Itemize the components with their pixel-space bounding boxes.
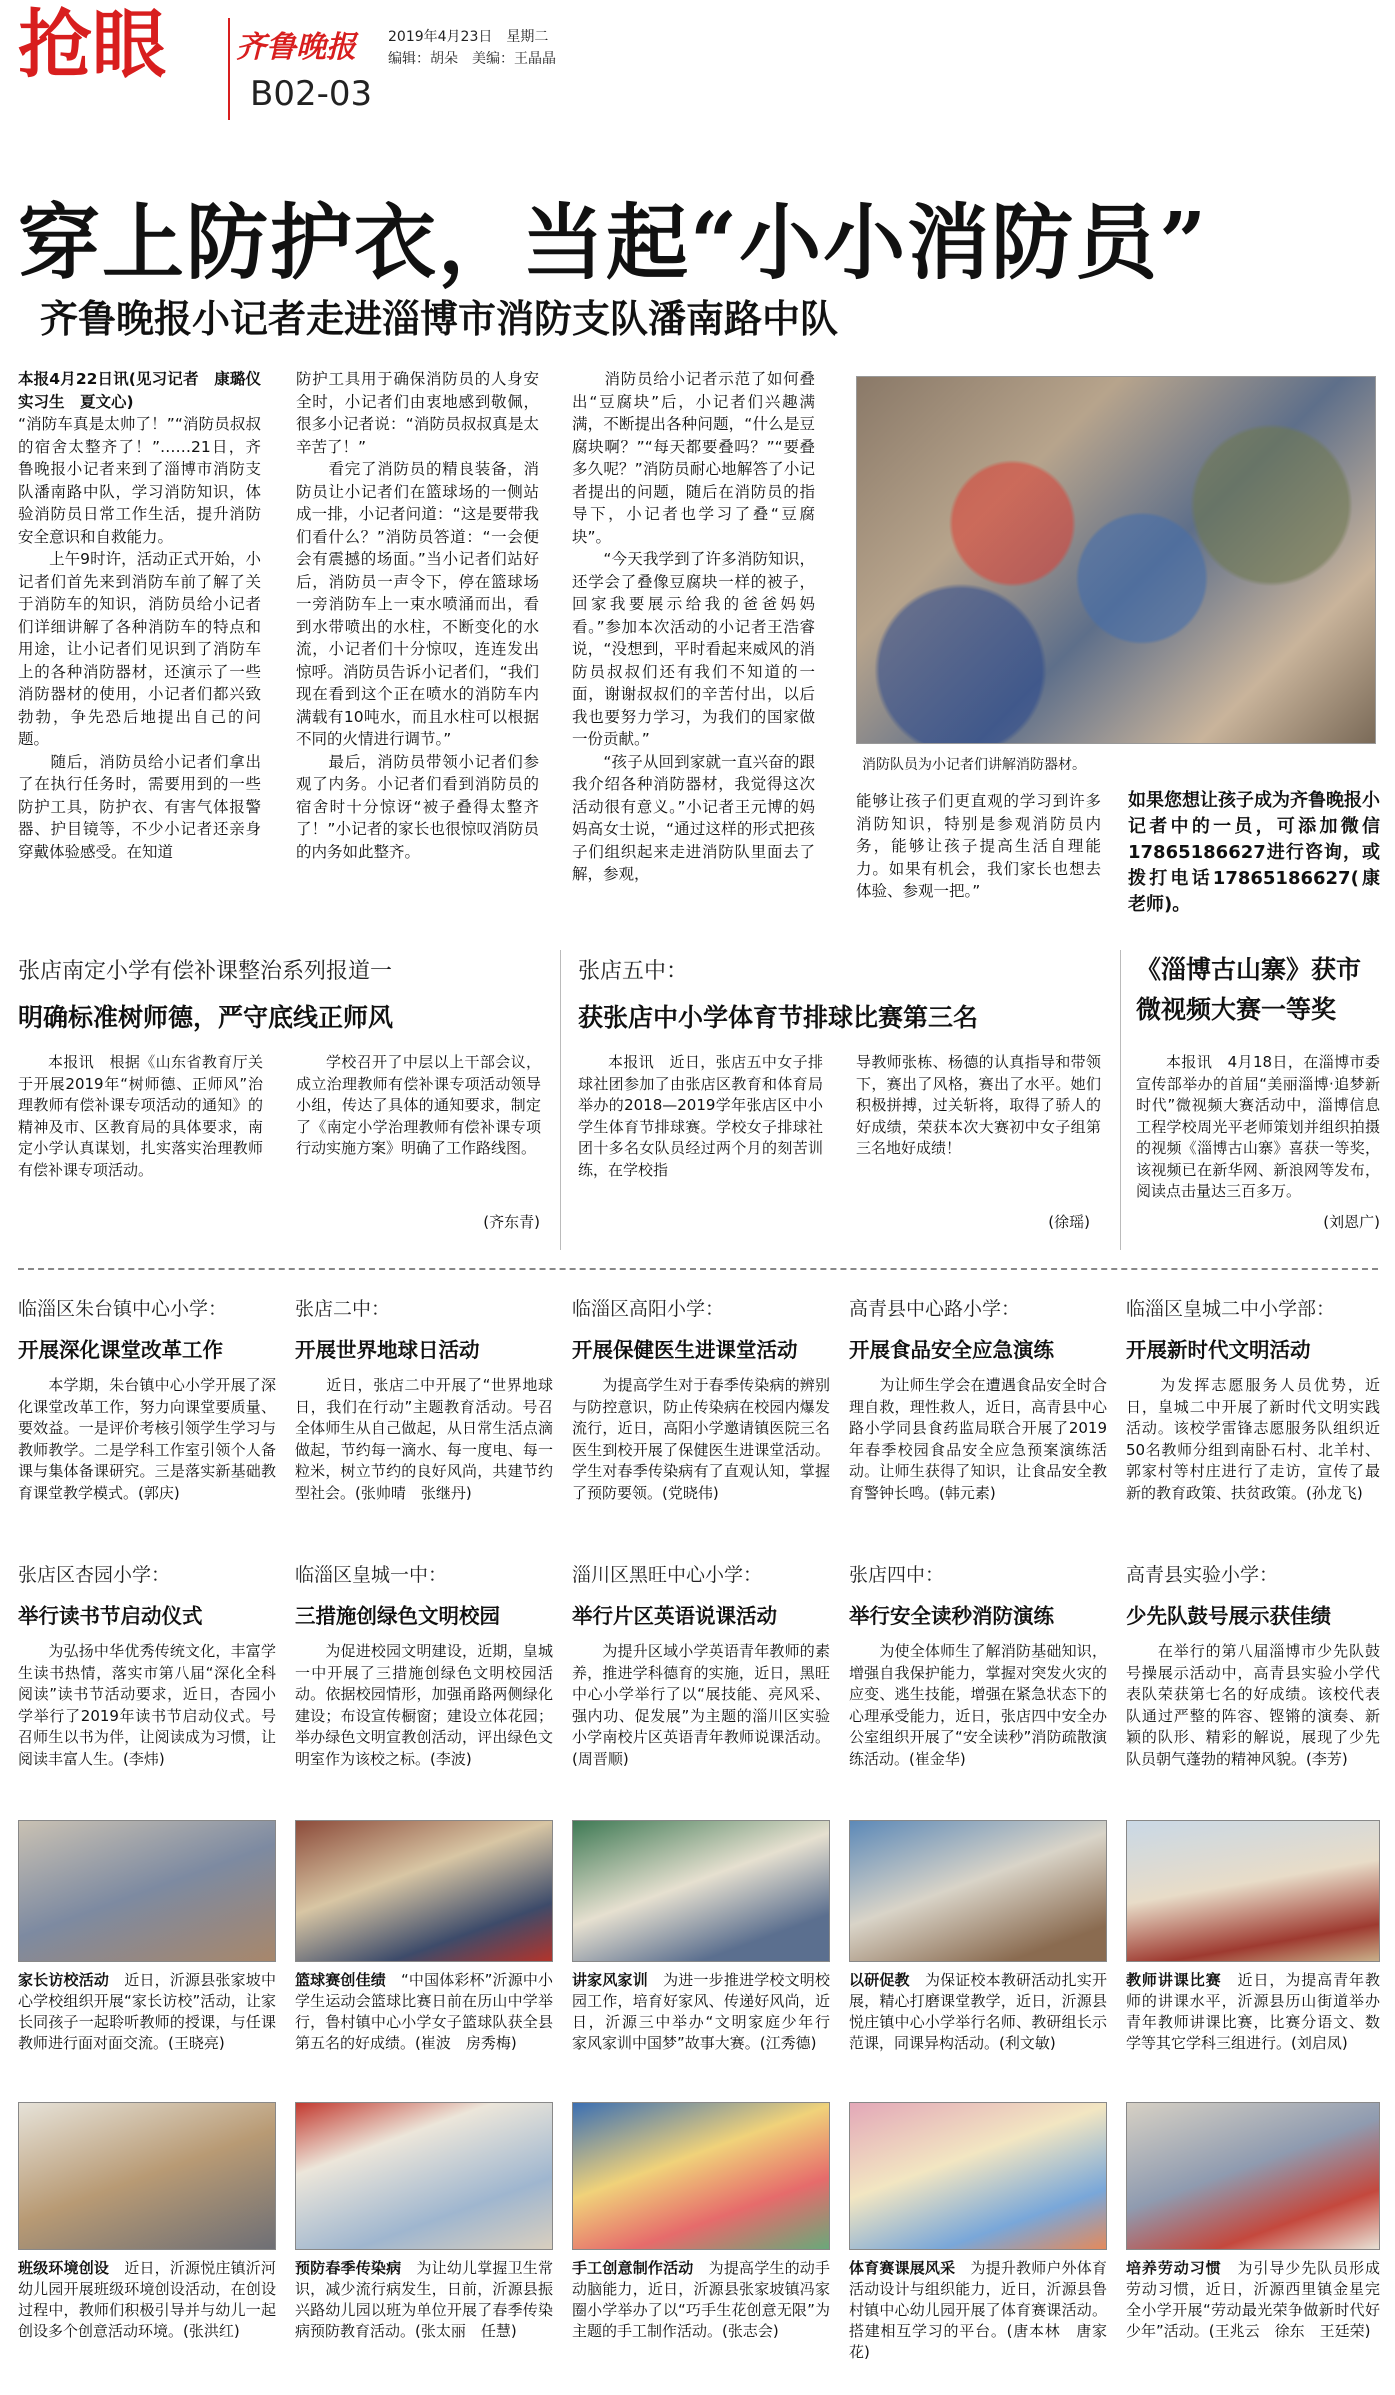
brief-item bbox=[1126, 1294, 1380, 1545]
photo-brief-caption bbox=[572, 2258, 830, 2378]
photo-brief-label: 以研促教 bbox=[849, 1971, 910, 1989]
row2-title-3: 《淄博古山寨》获市微视频大赛一等奖 bbox=[1136, 955, 1362, 1024]
news-photo bbox=[572, 1820, 830, 1962]
brief-kicker: 张店四中： bbox=[849, 1564, 945, 1586]
news-photo bbox=[18, 2102, 276, 2250]
row2-title-1: 明确标准树师德，严守底线正师风 bbox=[18, 1003, 394, 1032]
brief-title: 开展食品安全应急演练 bbox=[849, 1338, 1054, 1362]
brief-item bbox=[18, 1560, 276, 1811]
lead-subhead: 齐鲁晚报小记者走进淄博市消防支队潘南路中队 bbox=[40, 297, 839, 341]
brief-body: 为让师生学会在遭遇食品安全时合理自救，理性救人，近日，高青县中心路小学同县食药监局联合开展了2019年春季校园食品安全应急预案演练活动。让师生获得了知识，让食品安全教育警钟长鸣。(韩元素) bbox=[849, 1376, 1107, 1502]
photo-brief bbox=[1126, 1820, 1380, 2082]
photo-brief-label: 讲家风家训 bbox=[572, 1971, 648, 1989]
photo-brief bbox=[849, 1820, 1107, 2082]
photo-brief-text: 为让幼儿掌握卫生常识，减少流行病发生，日前，沂源县振兴路幼儿园以班为单位开展了春季传染病预防教育活动。(张太丽 任慧) bbox=[295, 2259, 553, 2340]
brief-grid-2 bbox=[18, 1560, 1380, 1810]
photo-brief-label: 体育赛课展风采 bbox=[849, 2259, 956, 2277]
brief-title: 三措施创绿色文明校园 bbox=[295, 1604, 500, 1628]
row2-body-1b: 学校召开了中层以上干部会议，成立治理教师有偿补课专项活动领导小组，传达了具体的通知要求，制定了《南定小学治理教师有偿补课专项行动实施方案》明确了工作路线图。 bbox=[296, 1053, 541, 1157]
photo-brief-caption bbox=[1126, 1970, 1380, 2082]
firefighter-photo bbox=[856, 376, 1376, 744]
news-photo bbox=[849, 1820, 1107, 1962]
row2-body-1a: 本报讯 根据《山东省教育厅关于开展2019年“树师德、正师风”治理教师有偿补课专项活动的通知》的精神及市、区教育局的具体要求，南定小学认真谋划，扎实落实治理教师有偿补课专项活动。 bbox=[18, 1053, 263, 1179]
row2-author-2: (徐瑶) bbox=[1048, 1213, 1090, 1231]
row2-body-3: 本报讯 4月18日，在淄博市委宣传部举办的首届“美丽淄博·追梦新时代”微视频大赛活动中，淄博信息工程学校周光平老师策划并组织拍摄的视频《淄博古山寨》喜获一等奖，该视频已在新华网、新浪网等发布，阅读点击量达三百多万。 bbox=[1136, 1053, 1380, 1200]
brief-body: 为提高学生对于春季传染病的辨别与防控意识，防止传染病在校园内爆发流行，近日，高阳小学邀请镇医院三名医生到校开展了保健医生进课堂活动。学生对春季传染病有了直观认知，掌握了预防要领。(党晓伟) bbox=[572, 1376, 830, 1502]
column-rule bbox=[1120, 950, 1121, 1250]
photo-brief bbox=[295, 1820, 553, 2082]
brief-body: 在举行的第八届淄博市少先队鼓号操展示活动中，高青县实验小学代表队荣获第七名的好成绩。该校代表队通过严整的阵容、铿锵的演奏、新颖的队形、精彩的解说，展现了少先队员朝气蓬勃的精神风貌。(李芳) bbox=[1126, 1642, 1380, 1768]
photo-brief-text: 为引导少先队员形成劳动习惯，近日，沂源西里镇金星完全小学开展“劳动最光荣争做新时代好少年”活动。(王兆云 徐东 王廷荣) bbox=[1126, 2259, 1380, 2340]
news-photo bbox=[1126, 2102, 1380, 2250]
photo-brief bbox=[18, 1820, 276, 2082]
brief-title: 开展保健医生进课堂活动 bbox=[572, 1338, 798, 1362]
lead-column-2: 防护工具用于确保消防员的人身安全时，小记者们由衷地感到敬佩，很多小记者说：“消防员叔叔真是太辛苦了！” 看完了消防员的精良装备，消防员让小记者们在篮球场的一侧站成一排，小记者问道：“这是要带我们看什么？”消防员答道：“一会便会有震撼的场面。”当小记者们站好后，消防员一声令下，停在篮球场一旁消防车上一束水喷涌而出，看到水带喷出的水柱，不断变化的水流，小记者们十分惊叹，连连发出惊呼。消防员告诉小记者们，“我们现在看到这个正在喷水的消防车内满载有10吨水，而且水柱可以根据不同的火情进行调节。” 最后，消防员带领小记者们参观了内务。小记者们看到消防员的宿舍时十分惊讶“被子叠得太整齐了！”小记者的家长也很惊叹消防员的内务如此整齐。 bbox=[296, 370, 539, 861]
brief-item bbox=[1126, 1560, 1380, 1811]
news-photo bbox=[849, 2102, 1107, 2250]
brief-body: 为发挥志愿服务人员优势，近日，皇城二中开展了新时代文明实践活动。该校学雷锋志愿服务队组织近50名教师分组到南卧石村、北羊村、郭家村等村庄进行了走访，宣传了最新的教育政策、扶贫政策。(孙龙飞) bbox=[1126, 1376, 1380, 1502]
photo-brief-text: 为提高学生的动手动脑能力，近日，沂源县张家坡镇冯家圈小学举办了以“巧手生花创意无限”为主题的手工制作活动。(张志会) bbox=[572, 2259, 830, 2340]
brief-title: 举行安全读秒消防演练 bbox=[849, 1604, 1054, 1628]
photo-brief bbox=[572, 2102, 830, 2378]
column-rule bbox=[560, 950, 561, 1250]
brief-kicker: 高青县实验小学： bbox=[1126, 1564, 1279, 1586]
brief-title: 开展深化课堂改革工作 bbox=[18, 1338, 223, 1362]
photo-brief-caption bbox=[18, 1970, 276, 2082]
brief-kicker: 临淄区朱台镇中心小学： bbox=[18, 1298, 228, 1320]
photo-brief-caption bbox=[295, 1970, 553, 2082]
news-photo bbox=[295, 1820, 553, 1962]
row2-kicker-1: 张店南定小学有偿补课整治系列报道一 bbox=[18, 959, 393, 984]
brief-item bbox=[572, 1294, 830, 1545]
photo-brief-caption bbox=[1126, 2258, 1380, 2378]
row2-author-1: (齐东青) bbox=[483, 1213, 540, 1231]
news-photo bbox=[572, 2102, 830, 2250]
photo-brief bbox=[849, 2102, 1107, 2378]
photo-brief-text: 近日，沂源悦庄镇沂河幼儿园开展班级环境创设活动，在创设过程中，教师们积极引导并与幼儿一起创设多个创意活动环境。(张洪红) bbox=[18, 2259, 276, 2340]
brief-title: 举行片区英语说课活动 bbox=[572, 1604, 777, 1628]
brief-kicker: 临淄区高阳小学： bbox=[572, 1298, 725, 1320]
brief-item bbox=[849, 1294, 1107, 1545]
photo-brief-caption bbox=[849, 2258, 1107, 2378]
lead-col1-text: “消防车真是太帅了！”“消防员叔叔的宿舍太整齐了！”……21日，齐鲁晚报小记者来到了淄博市消防支队潘南路中队，学习消防知识，体验消防员日常工作生活，提升消防安全意识和自救能力。 上午9时许，活动正式开始，小记者们首先来到消防车前了解了关于消防车的知识，消防员给小记者们详细讲解了各种消防车的特点和用途，让小记者们见识到了消防车上的各种消防器材，还演示了一些消防器材的使用，小记者们都兴致勃勃，争先恐后地提出自己的问题。 随后，消防员给小记者们拿出了在执行任务时，需要用到的一些防护工具，防护衣、有害气体报警器、护目镜等，不少小记者还亲身穿戴体验感受。在知道 bbox=[18, 415, 261, 861]
section-divider bbox=[18, 1268, 1378, 1270]
news-photo bbox=[1126, 1820, 1380, 1962]
brief-item bbox=[295, 1294, 553, 1545]
photo-brief bbox=[572, 1820, 846, 2082]
photo-brief-text: 为进一步推进学校文明校园工作，培育好家风、传递好风尚，近日，沂源三中举办“文明家庭少年行 家风家训中国梦”故事大赛。(江秀德) bbox=[572, 1971, 846, 2052]
photo-brief-text: 近日，为提高青年教师的讲课水平，沂源县历山街道举办青年教师讲课比赛，比赛分语文、数学等其它学科三组进行。(刘启凤) bbox=[1126, 1971, 1380, 2052]
brief-body: 近日，张店二中开展了“世界地球日，我们在行动”主题教育活动。号召全体师生从自己做起，从日常生活点滴做起，节约每一滴水、每一度电、每一粒米，树立节约的良好风尚，共建节约型社会。(张帅晴 张继丹) bbox=[295, 1376, 553, 1502]
paper-name-logo: 齐鲁晚报 bbox=[236, 30, 356, 65]
row2-author-3: (刘恩广) bbox=[1323, 1213, 1380, 1231]
brief-grid-1 bbox=[18, 1294, 1380, 1544]
photo-brief-label: 篮球赛创佳绩 bbox=[295, 1971, 386, 1989]
photo-brief-caption bbox=[849, 1970, 1107, 2082]
brief-kicker: 临淄区皇城一中： bbox=[295, 1564, 448, 1586]
lead-column-1 bbox=[18, 368, 277, 900]
photo-brief bbox=[1126, 2102, 1380, 2378]
photo-brief-caption bbox=[18, 2258, 276, 2378]
masthead-divider bbox=[228, 18, 230, 120]
photo-brief-caption bbox=[295, 2258, 553, 2378]
brief-title: 举行读书节启动仪式 bbox=[18, 1604, 203, 1628]
photo-brief-label: 手工创意制作活动 bbox=[572, 2259, 694, 2277]
photo-brief-text: “中国体彩杯”沂源中小学生运动会篮球比赛日前在历山中学举行，鲁村镇中心小学女子篮球队获全县第五名的好成绩。(崔波 房秀梅) bbox=[295, 1971, 553, 2052]
photo-row-1 bbox=[18, 1820, 1380, 2090]
editors-line: 编辑：胡朵 美编：王晶晶 bbox=[388, 51, 556, 67]
lead-column-4: 能够让孩子们更直观的学习到许多消防知识，特别是参观消防员内务，能够让孩子提高生活自理能力。如果有机会，我们家长也想去体验、参观一把。” bbox=[856, 792, 1101, 900]
brief-body: 本学期，朱台镇中心小学开展了深化课堂改革工作，努力向课堂要质量、要效益。一是评价考核引领学生学习与教师教学。二是学科工作室引领个人备课与集体备课研究。三是落实新基础教育课堂教学模式。(郭庆) bbox=[18, 1376, 276, 1502]
photo-brief-label: 培养劳动习惯 bbox=[1126, 2259, 1222, 2277]
photo-row-2 bbox=[18, 2102, 1380, 2384]
brief-item bbox=[849, 1560, 1107, 1811]
photo-brief-label: 家长访校活动 bbox=[18, 1971, 110, 1989]
photo-caption: 消防队员为小记者们讲解消防器材。 bbox=[862, 757, 1086, 773]
news-photo bbox=[295, 2102, 553, 2250]
section-tag: 抢眼 bbox=[18, 2, 166, 88]
photo-brief-text: 为保证校本教研活动扎实开展，精心打磨课堂教学，近日，沂源县悦庄镇中心小学举行名师、教研组长示范课，同课异构活动。(利文敏) bbox=[849, 1971, 1107, 2052]
row2-body-2b: 导教师张栋、杨德的认真指导和带领下，赛出了风格，赛出了水平。她们积极拼搏，过关斩将，取得了骄人的好成绩，荣获本次大赛初中女子组第三名地好成绩！ bbox=[856, 1053, 1101, 1157]
row2-kicker-2: 张店五中： bbox=[578, 959, 689, 984]
photo-brief bbox=[295, 2102, 553, 2378]
brief-item bbox=[295, 1560, 553, 1811]
brief-item bbox=[572, 1560, 830, 1811]
lead-column-3: 消防员给小记者示范了如何叠出“豆腐块”后，小记者们兴趣满满，不断提出各种问题，“什么是豆腐块啊？”“每天都要叠吗？”“要叠多久呢？”消防员耐心地解答了小记者提出的问题，随后在消防员的指导下，小记者也学习了叠“豆腐块”。 “今天我学到了许多消防知识，还学会了叠像豆腐块一样的被子，回家我要展示给我的爸爸妈妈看。”参加本次活动的小记者王浩睿说，“没想到，平时看起来威风的消防员叔叔们还有我们不知道的一面，谢谢叔叔们的辛苦付出，以后我也要努力学习，为我们的国家做一份贡献。” “孩子从回到家就一直兴奋的跟我介绍各种消防器材，我觉得这次活动很有意义。”小记者王元博的妈妈高女士说，“通过这样的形式把孩子们组织起来走进消防队里面去了解，参观， bbox=[572, 370, 815, 883]
photo-brief-label: 班级环境创设 bbox=[18, 2259, 110, 2277]
photo-brief-text: 近日，沂源县张家坡中心学校组织开展“家长访校”活动，让家长同孩子一起聆听教师的授课，与任课教师进行面对面交流。(王晓亮) bbox=[18, 1971, 276, 2052]
row2-title-2: 获张店中小学体育节排球比赛第三名 bbox=[578, 1003, 979, 1032]
brief-kicker: 临淄区皇城二中小学部： bbox=[1126, 1298, 1336, 1320]
news-photo bbox=[18, 1820, 276, 1962]
contact-box: 如果您想让孩子成为齐鲁晚报小记者中的一员，可添加微信17865186627进行咨询，或拨打电话17865186627(康老师)。 bbox=[1128, 790, 1380, 915]
brief-body: 为弘扬中华优秀传统文化，丰富学生读书热情，落实市第八届“深化全科阅读”读书节活动要求，近日，杏园小学举行了2019年读书节启动仪式。号召师生以书为伴，让阅读成为习惯，让阅读丰富人生。(李炜) bbox=[18, 1642, 276, 1768]
brief-body: 为促进校园文明建设，近期，皇城一中开展了三措施创绿色文明校园活动。依据校园情形，加强甬路两侧绿化建设；布设宣传橱窗；建设立体花园；举办绿色文明宣教创活动，评出绿色文明室作为该校之标。(李波) bbox=[295, 1642, 553, 1768]
photo-brief-label: 预防春季传染病 bbox=[295, 2259, 402, 2277]
brief-kicker: 淄川区黑旺中心小学： bbox=[572, 1564, 763, 1586]
page-number: B02-03 bbox=[250, 74, 373, 114]
brief-title: 开展新时代文明活动 bbox=[1126, 1338, 1311, 1362]
brief-body: 为提升区域小学英语青年教师的素养，推进学科德育的实施，近日，黑旺中心小学举行了以“展技能、亮风采、强内功、促发展”为主题的淄川区实验小学南校片区英语青年教师说课活动。(周晋顺) bbox=[572, 1642, 830, 1768]
row2-body-2a: 本报讯 近日，张店五中女子排球社团参加了由张店区教育和体育局举办的2018—2019学年张店区中小学生体育节排球赛。学校女子排球社团十多名女队员经过两个月的刻苦训练，在学校指 bbox=[578, 1053, 823, 1179]
brief-kicker: 张店区杏园小学： bbox=[18, 1564, 171, 1586]
photo-brief-text: 为提升教师户外体育活动设计与组织能力，近日，沂源县鲁村镇中心幼儿园开展了体育赛课活动。搭建相互学习的平台。(唐本林 唐家花) bbox=[849, 2259, 1107, 2361]
brief-title: 少先队鼓号展示获佳绩 bbox=[1126, 1604, 1331, 1628]
brief-title: 开展世界地球日活动 bbox=[295, 1338, 480, 1362]
lead-byline: 本报4月22日讯(见习记者 康璐仪 实习生 夏文心) bbox=[18, 370, 277, 411]
brief-body: 为使全体师生了解消防基础知识，增强自我保护能力，掌握对突发火灾的应变、逃生技能，增强在紧急状态下的心理承受能力，近日，张店四中安全办公室组织开展了“安全读秒”消防疏散演练活动。(崔金华) bbox=[849, 1642, 1107, 1768]
lead-headline: 穿上防护衣，当起“小小消防员” bbox=[18, 195, 1209, 291]
brief-kicker: 高青县中心路小学： bbox=[849, 1298, 1021, 1320]
photo-brief-label: 教师讲课比赛 bbox=[1126, 1971, 1222, 1989]
photo-brief-caption bbox=[572, 1970, 846, 2082]
brief-kicker: 张店二中： bbox=[295, 1298, 391, 1320]
issue-date: 2019年4月23日 星期二 bbox=[388, 29, 549, 45]
photo-brief bbox=[18, 2102, 276, 2378]
brief-item bbox=[18, 1294, 276, 1545]
